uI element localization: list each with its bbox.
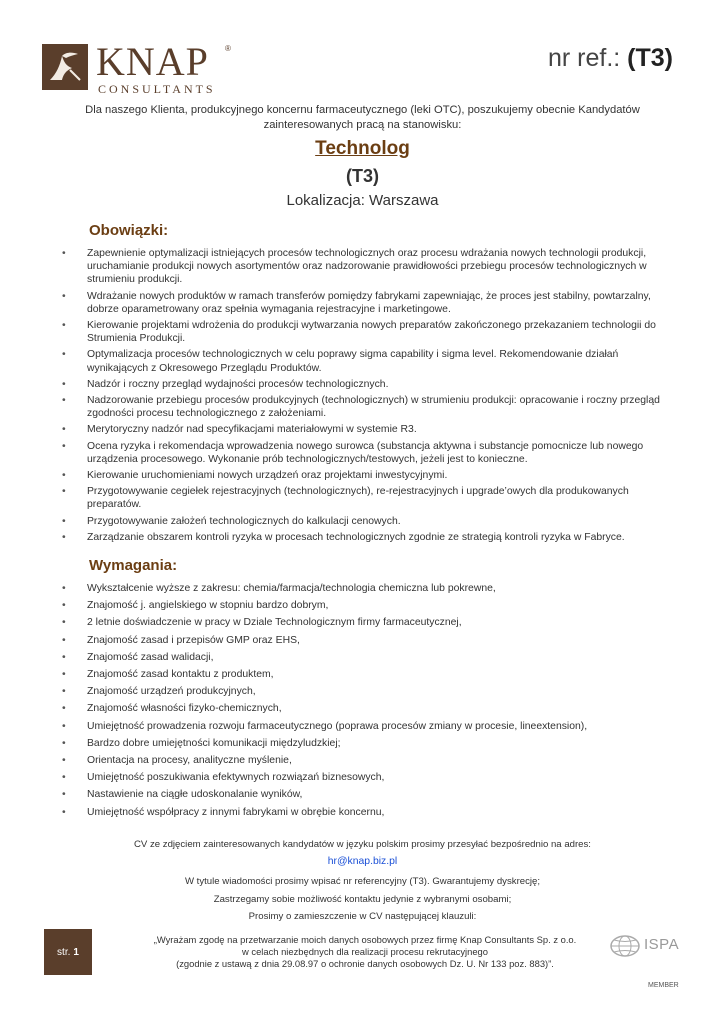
requirement-item: • Umiejętność poszukiwania efektywnych rozwiązań biznesowych, xyxy=(62,771,682,784)
clause-request: Prosimy o zamieszczenie w CV następującej klauzuli: xyxy=(248,911,477,922)
requirements-heading: Wymagania: xyxy=(89,557,178,574)
duty-item: • Optymalizacja procesów technologicznych w celu poprawy sigma capability i sigma level. Rekomendowanie działań wynikających z Okresowego Przeglądu Produktów. xyxy=(62,348,682,374)
requirement-item: • Znajomość j. angielskiego w stopniu bardzo dobrym, xyxy=(62,599,682,612)
job-location: Lokalizacja: Warszawa xyxy=(286,192,439,209)
requirement-item: • Umiejętność prowadzenia rozwoju farmaceutycznego (poprawa procesów zmiany w procesie, lineextension), xyxy=(62,720,682,733)
cv-instructions: CV ze zdjęciem zainteresowanych kandydatów w języku polskim prosimy przesyłać bezpośrednio na adres: xyxy=(134,839,591,850)
duty-item: • Nadzór i roczny przegląd wydajności procesów technologicznych. xyxy=(62,378,682,391)
logo-subtitle: CONSULTANTS xyxy=(98,82,216,96)
duty-item: • Przygotowywanie założeń technologicznych do kalkulacji cenowych. xyxy=(62,515,682,528)
requirement-item: • Bardzo dobre umiejętności komunikacji międzyludzkiej; xyxy=(62,737,682,750)
requirement-item: • Znajomość zasad i przepisów GMP oraz EHS, xyxy=(62,634,682,647)
requirement-item: • Znajomość własności fizyko-chemicznych, xyxy=(62,702,682,715)
clause-line: (zgodnie z ustawą z dnia 29.08.97 o ochronie danych osobowych Dz. U. Nr 133 poz. 883)”. xyxy=(176,958,554,969)
duty-item: • Wdrażanie nowych produktów w ramach transferów pomiędzy fabrykami zapewniając, że proces jest stabilny, powtarzalny, dobrze oparametrowany oraz spełnia wymagania rejestracyjne i marketingowe. xyxy=(62,290,682,316)
duty-item: • Kierowanie uruchomieniami nowych urządzeń oraz projektami inwestycyjnymi. xyxy=(62,469,682,482)
duty-item: • Zapewnienie optymalizacji istniejących procesów technologicznych oraz procesu wdrażania nowych technologii produkcji, uruchamianie produkcji nowych asortymentów oraz nadzorowanie prawidłowości przebiegu procesów technologicznych w strumieniu produkcji. xyxy=(62,247,682,287)
email-link[interactable]: hr@knap.biz.pl xyxy=(327,856,398,867)
requirement-item: • Znajomość zasad kontaktu z produktem, xyxy=(62,668,682,681)
duty-item: • Przygotowywanie cegiełek rejestracyjnych (technologicznych), re-rejestracyjnych i upgrade’owych dla produkowanych preparatów. xyxy=(62,485,682,511)
requirement-item: • Znajomość zasad walidacji, xyxy=(62,651,682,664)
intro-text: Dla naszego Klienta, produkcyjnego koncernu farmaceutycznego (leki OTC), poszukujemy obecnie Kandydatów zainteresowanych pracą na stanowisku: xyxy=(85,104,640,131)
subject-instructions: W tytule wiadomości prosimy wpisać nr referencyjny (T3). Gwarantujemy dyskrecję; xyxy=(184,876,541,887)
consent-clause xyxy=(130,934,600,970)
job-code: (T3) xyxy=(346,166,379,186)
requirement-item: • 2 letnie doświadczenie w pracy w Dziale Technologicznym firmy farmaceutycznej, xyxy=(62,616,682,629)
registered-mark: ® xyxy=(225,44,231,53)
duty-item: • Merytoryczny nadzór nad specyfikacjami materiałowymi w systemie R3. xyxy=(62,423,682,436)
duty-item: • Kierowanie projektami wdrożenia do produkcji wytwarzania nowych preparatów zakończonego przekazaniem technologii do Strumienia Produkcji. xyxy=(62,319,682,345)
company-logo xyxy=(42,39,242,96)
requirement-item: • Wykształcenie wyższe z zakresu: chemia/farmacja/technologia chemiczna lub pokrewne, xyxy=(62,582,682,595)
duty-item: • Ocena ryzyka i rekomendacja wprowadzenia nowego surowca (substancja aktywna i substancje pomocnicze lub nowego urządzenia procesowego. Wykonanie prób technologicznych/testowych, jeżeli jest to konieczne. xyxy=(62,440,682,466)
page-number: 1 xyxy=(73,946,79,958)
duty-item: • Zarządzanie obszarem kontroli ryzyka w procesach technologicznych zgodnie ze strategią kontroli ryzyka w Fabryce. xyxy=(62,531,682,544)
member-label: MEMBER xyxy=(648,982,679,989)
ispa-label: ISPA xyxy=(644,936,680,953)
reference-label: nr ref.: xyxy=(547,44,621,72)
globe-icon xyxy=(610,935,640,957)
reference-number xyxy=(548,44,673,73)
requirement-item: • Umiejętność współpracy z innymi fabrykami w obrębie koncernu, xyxy=(62,806,682,819)
clause-line: w celach niezbędnych dla realizacji procesu rekrutacyjnego xyxy=(242,946,488,957)
logo-wordmark: KNAP xyxy=(96,39,209,84)
requirement-item: • Orientacja na procesy, analityczne myślenie, xyxy=(62,754,682,767)
reference-code: (T3) xyxy=(627,44,673,72)
requirement-item: • Nastawienie na ciągłe udoskonalanie wyników, xyxy=(62,788,682,801)
ispa-logo xyxy=(610,934,680,960)
requirements-list xyxy=(62,582,682,823)
duty-item: • Nadzorowanie przebiegu procesów produkcyjnych (technologicznych) w strumieniu produkcji: opracowanie i roczny przegląd zgodności procesu technologicznego z założeniami. xyxy=(62,394,682,420)
duties-heading: Obowiązki: xyxy=(89,222,169,239)
job-title: Technolog xyxy=(315,138,410,159)
contact-note: Zastrzegamy sobie możliwość kontaktu jedynie z wybranymi osobami; xyxy=(213,894,512,905)
heron-logo-icon xyxy=(42,44,88,90)
requirement-item: • Znajomość urządzeń produkcyjnych, xyxy=(62,685,682,698)
duties-list xyxy=(62,247,682,547)
page-label: str. xyxy=(57,946,71,958)
clause-line: „Wyrażam zgodę na przetwarzanie moich danych osobowych przez firmę Knap Consultants Sp. z o.o. xyxy=(153,934,577,945)
page-number-box xyxy=(44,929,92,975)
